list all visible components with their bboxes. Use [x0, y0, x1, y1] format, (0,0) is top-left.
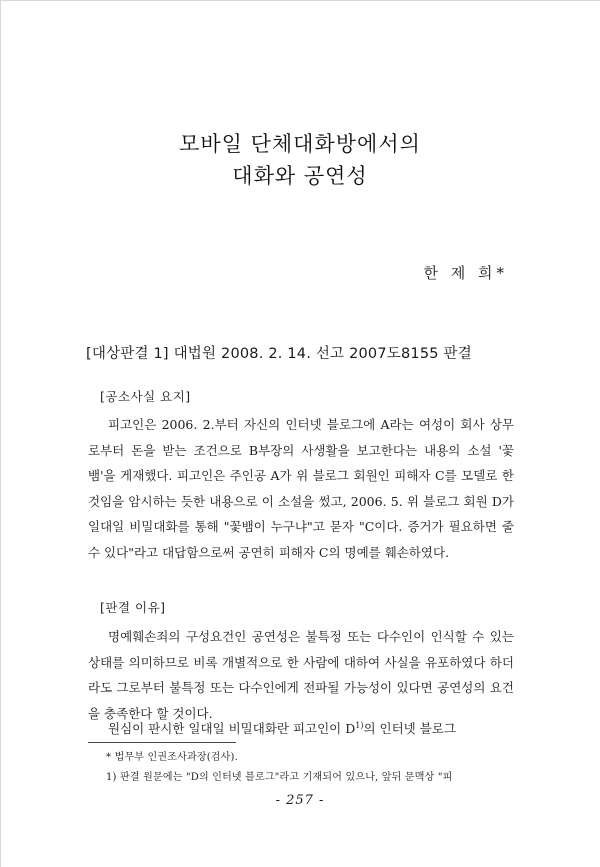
- section-heading-facts: [공소사실 요지]: [100, 389, 191, 404]
- author-name: 한 제 희*: [423, 264, 508, 282]
- article-title-line-2: 대화와 공연성: [232, 164, 368, 188]
- footnote-1: 1) 판결 원문에는 "D의 인터넷 블로그"라고 기재되어 있으나, 앞뒤 문맥상 "피: [106, 772, 453, 783]
- footnote-ref-1: 1): [355, 721, 364, 730]
- case-reference: [대상판결 1] 대법원 2008. 2. 14. 선고 2007도8155 판결: [86, 346, 472, 362]
- page-number: - 257 -: [275, 793, 325, 808]
- continuation-text: 원심이 판시한 일대일 비밀대화란 피고인이 D: [108, 721, 356, 737]
- section-heading-reasons: [판결 이유]: [100, 600, 166, 615]
- continuation-tail: 의 인터넷 블로그: [363, 721, 456, 737]
- facts-paragraph: 피고인은 2006. 2.부터 자신의 인터넷 블로그에 A라는 여성이 회사 상무로부터 돈을 받는 조건으로 B부장의 사생활을 보고한다는 내용의 소설 '꽃뱀'을 게재했다. 피고인은 주인공 A가 위 블로그 회원인 피해자 C를 모델로 한 것임을 암시하는 듯한 내용으로 이 소설을 썼고, 2006. 5. 위 블로그 회원 D가 일대일 비밀대화를 통해 "꽃뱀이 누구냐"고 묻자 "C이다. 증거가 필요하면 줄 수 있다"라고 대답함으로써 공연히 피해자 C의 명예를 훼손하였다.: [88, 417, 514, 560]
- article-title-line-1: 모바일 단체대화방에서의: [179, 132, 421, 156]
- footnote-divider: [88, 742, 236, 743]
- footnote-author: * 법무부 인권조사과장(검사).: [106, 752, 238, 763]
- continuation-paragraph: [88, 713, 518, 742]
- reasons-paragraph: 명예훼손죄의 구성요건인 공연성은 불특정 또는 다수인이 인식할 수 있는 상태를 의미하므로 비록 개별적으로 한 사람에 대하여 사실을 유포하였다 하더라도 그로부터 불특정 또는 다수인에게 전파될 가능성이 있다면 공연성의 요건을 충족한다 할 것이다.: [88, 629, 514, 721]
